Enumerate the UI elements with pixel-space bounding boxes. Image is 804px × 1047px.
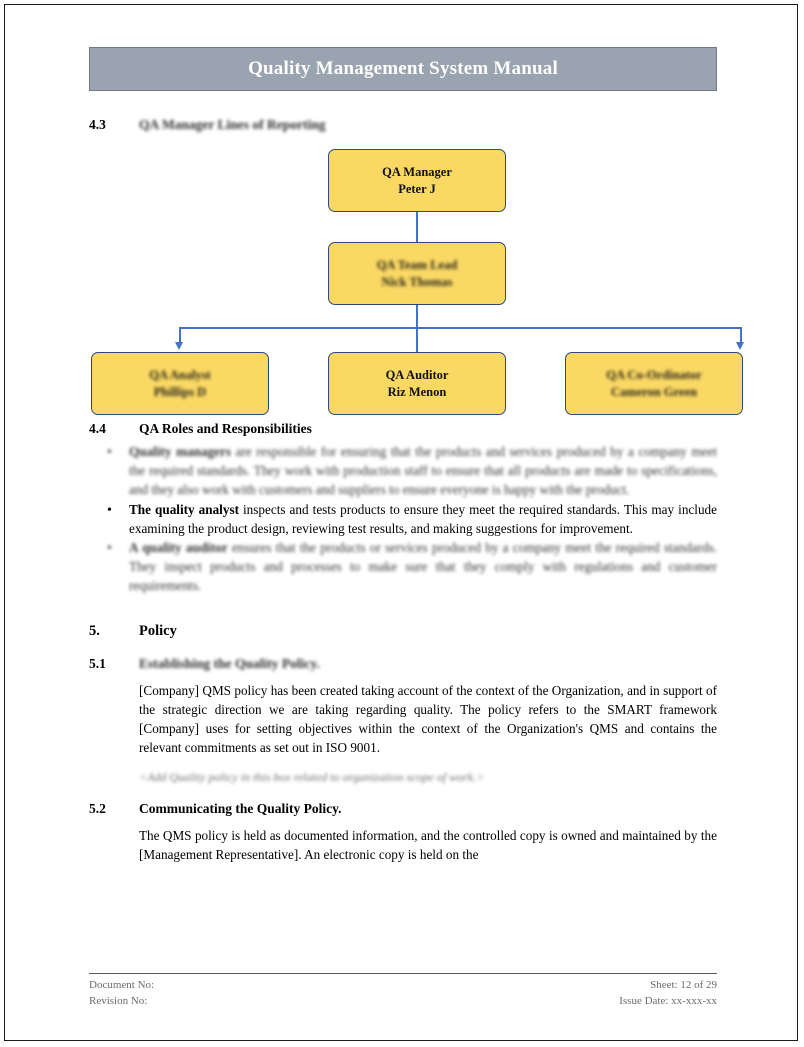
org-node-coordinator-name: Cameron Green — [611, 384, 697, 399]
bullet-text-2: inspects and tests products to ensure they meet the required standards. This may include examining the product design, reviewing test results, and making suggestions for improvement. — [129, 501, 717, 536]
document-header-bar — [89, 47, 717, 91]
bullet-lead-3: A quality auditor — [129, 540, 228, 556]
org-node-team-lead — [328, 242, 506, 305]
page-content — [89, 47, 717, 864]
org-node-manager-name: Peter J — [398, 181, 436, 196]
document-title: Quality Management System Manual — [248, 58, 558, 79]
org-node-manager-role: QA Manager — [382, 165, 452, 179]
section-number-5-2: 5.2 — [89, 800, 106, 816]
section-title-4-4: QA Roles and Responsibilities — [139, 421, 312, 436]
document-page — [4, 4, 798, 1041]
bullet-text-3: ensures that the products or services produced by a company meet the required standards. They inspect products and processes to make sure that they comply with regulations and customer requirements. — [129, 540, 717, 594]
roles-bullet-list — [89, 443, 717, 596]
section-title-5: Policy — [139, 623, 177, 639]
bullet-lead-2: The quality analyst — [129, 501, 239, 517]
footer-issue-date: Issue Date: xx-xxx-xx — [619, 994, 717, 1007]
list-item — [123, 501, 717, 539]
footer-right-block — [619, 978, 717, 1010]
org-node-coordinator — [565, 352, 743, 415]
org-node-analyst-role: QA Analyst — [149, 368, 211, 382]
org-node-auditor-role: QA Auditor — [385, 368, 449, 382]
org-node-auditor-name: Riz Menon — [387, 384, 447, 399]
page-footer — [89, 973, 717, 1010]
section-title-5-1: Establishing the Quality Policy. — [139, 656, 320, 671]
org-node-manager — [328, 149, 506, 212]
list-item — [123, 539, 717, 596]
arrow-down-icon-coordinator — [736, 342, 744, 350]
bullet-lead-1: Quality managers — [129, 444, 232, 459]
org-node-team-lead-role: QA Team Lead — [376, 258, 458, 272]
section-heading-5 — [89, 623, 717, 640]
section-number-5-1: 5.1 — [89, 656, 106, 671]
section-number-5: 5. — [89, 623, 100, 639]
section-heading-5-2 — [89, 801, 717, 817]
connector-lead-down — [416, 305, 418, 327]
section-5-1-note: <Add Quality policy in this box related to organization scope of work.> — [139, 769, 485, 784]
section-5-1-paragraph: [Company] QMS policy has been created taking account of the context of the Organization, and in support of the strategic direction we are taking regarding quality. The policy refers to the SMART framework [Company] uses for setting objectives within the context of the Organization's QMS and contains the relevant commitments as set out in ISO 9001. — [139, 683, 717, 756]
org-node-analyst — [91, 352, 269, 415]
list-item — [123, 443, 717, 500]
section-number-4-4: 4.4 — [89, 421, 106, 436]
connector-horizontal-bus — [179, 327, 741, 329]
org-node-analyst-name: Phillips D — [153, 384, 207, 399]
org-chart — [89, 141, 717, 421]
section-heading-5-1 — [89, 656, 717, 672]
section-5-2-paragraph: The QMS policy is held as documented information, and the controlled copy is owned and maintained by the [Management Representative]. An electronic copy is held on the — [139, 827, 717, 862]
connector-drop-auditor — [416, 327, 418, 352]
footer-left-block — [89, 978, 154, 1010]
org-node-team-lead-name: Nick Thomas — [381, 274, 453, 289]
section-heading-4-4 — [89, 421, 717, 437]
org-node-auditor — [328, 352, 506, 415]
footer-revision-no: Revision No: — [89, 994, 148, 1007]
section-title-4-3: QA Manager Lines of Reporting — [139, 117, 326, 132]
section-heading-4-3 — [89, 117, 717, 133]
section-number-4-3: 4.3 — [89, 117, 106, 132]
footer-sheet-number: Sheet: 12 of 29 — [650, 979, 717, 991]
section-title-5-2: Communicating the Quality Policy. — [139, 800, 342, 816]
footer-document-no: Document No: — [89, 979, 155, 991]
bullet-text-1: are responsible for ensuring that the products and services produced by a company meet the required standards. They work with production staff to ensure that all products are made to specifications, and they also work with customers and suppliers to ensure everyone is happy with the product. — [129, 444, 717, 497]
org-node-coordinator-role: QA Co-Ordinator — [606, 368, 702, 382]
connector-manager-to-lead — [416, 212, 418, 242]
arrow-down-icon-analyst — [175, 342, 183, 350]
